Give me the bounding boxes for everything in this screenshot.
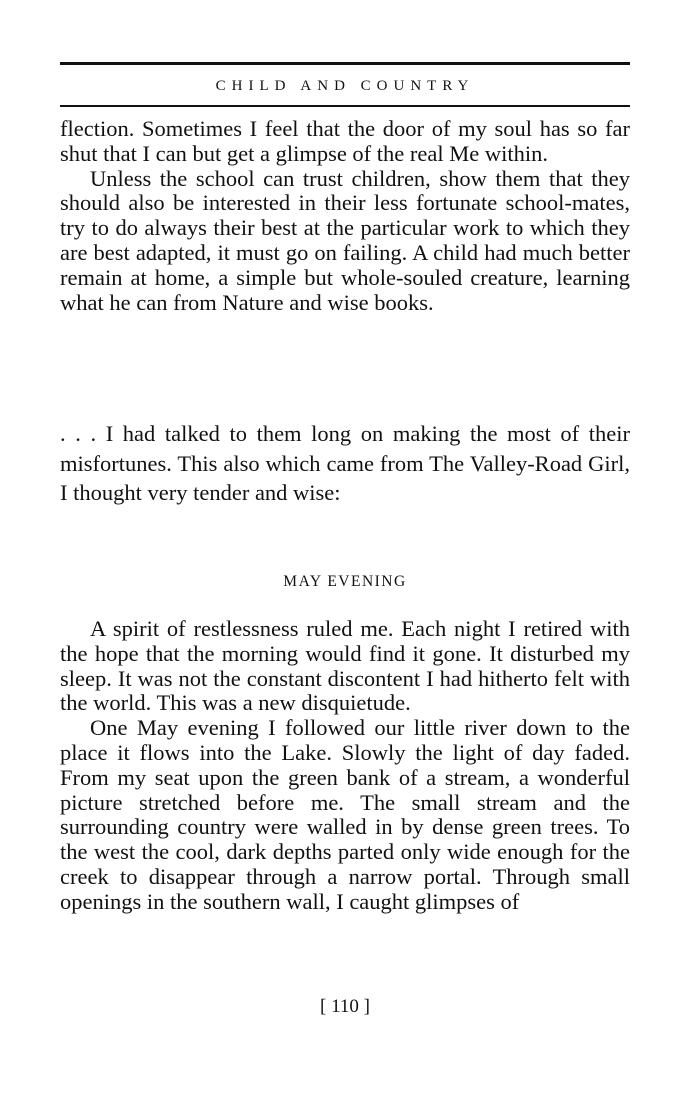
paragraph-misfortunes: . . . I had talked to them long on making the most of their misfortunes. This also which came from The Valley-Road Girl, I thought very tender and wise: xyxy=(60,421,630,506)
paragraph-school: Unless the school can trust children, show them that they should also be interested in their less fortunate school-mates, try to do always their best at the particular work to which they are best adapted, it must go on failing. A child had much better remain at home, a simple but whole-souled creature, learning what he can from Nature and wise books. xyxy=(60,165,630,315)
section-text-block xyxy=(60,617,630,915)
section-title: MAY EVENING xyxy=(283,573,407,590)
header-top-rule xyxy=(60,62,630,65)
header-bottom-rule xyxy=(60,105,630,107)
paragraph-continuation: flection. Sometimes I feel that the door of my soul has so far shut that I can but get a glimpse of the real Me within. xyxy=(60,116,630,166)
page-number: [ 110 ] xyxy=(320,996,370,1017)
paragraph-restlessness: A spirit of restlessness ruled me. Each night I retired with the hope that the morning would find it gone. It disturbed my sleep. It was not the constant discontent I had hitherto felt with the world. This was a new disquietude. xyxy=(60,616,630,716)
opening-text-block xyxy=(60,117,630,315)
paragraph-may-evening: One May evening I followed our little river down to the place it flows into the Lake. Slowly the light of day faded. From my seat upon the green bank of a stream, a wonderful picture stretched before me. The small stream and the surrounding country were walled in by dense green trees. To the west the cool, dark depths parted only wide enough for the creek to disappear through a narrow portal. Through small openings in the southern wall, I caught glimpses of xyxy=(60,715,630,914)
running-title: CHILD AND COUNTRY xyxy=(215,78,475,94)
transition-text-block xyxy=(60,419,630,508)
